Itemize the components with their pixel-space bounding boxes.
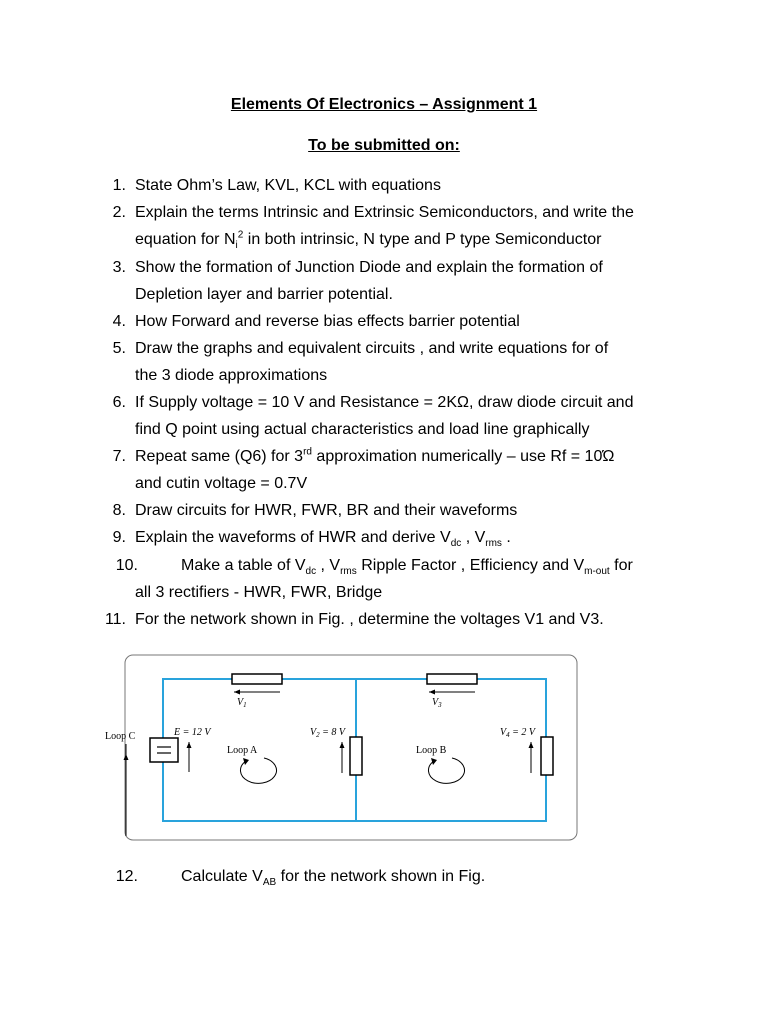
question-6-line-1: If Supply voltage = 10 V and Resistance = 2KΩ, draw diode circuit and	[135, 394, 634, 411]
question-9: Explain the waveforms of HWR and derive $V_{dc}$ , $V_{rms}$ .	[135, 529, 511, 550]
question-7-line-1: Repeat same (Q6) for 3rd approximation numerically – use Rf = 10Ώ	[135, 446, 615, 465]
question-number: 11.	[104, 611, 126, 628]
resistor-v1	[232, 674, 282, 684]
question-2-line-1: Explain the terms Intrinsic and Extrinsic Semiconductors, and write the	[135, 204, 634, 221]
loop-b-label: Loop B	[416, 745, 447, 756]
v3-label: $V_3$	[432, 697, 442, 709]
question-2-line-2: equation for $N_i^2$ in both intrinsic, N type and P type Semiconductor	[135, 229, 602, 252]
question-number: 1.	[112, 177, 126, 194]
v2-label: $V_2 = 8$ V	[310, 727, 345, 739]
question-number: 6.	[112, 394, 126, 411]
question-number: 2.	[112, 204, 126, 221]
question-10-line-1: Make a table of $V_{dc}$ , $V_{rms}$ Ripple Factor , Efficiency and $V_{m-out}$ for	[181, 557, 633, 578]
resistor-v2	[350, 737, 362, 775]
submission-date-heading: To be submitted on:	[308, 137, 460, 154]
question-3-line-2: Depletion layer and barrier potential.	[135, 286, 393, 303]
question-10-line-2: all 3 rectifiers - HWR, FWR, Bridge	[135, 584, 383, 601]
question-11: For the network shown in Fig. , determine the voltages V1 and V3.	[135, 611, 604, 628]
question-5-line-2: the 3 diode approximations	[135, 367, 328, 384]
question-5-line-1: Draw the graphs and equivalent circuits , and write equations for of	[135, 340, 609, 357]
battery-e	[150, 738, 178, 762]
v4-label: $V_4 = 2$ V	[500, 727, 535, 739]
question-8: Draw circuits for HWR, FWR, BR and their waveforms	[135, 502, 518, 519]
resistor-v4	[541, 737, 553, 775]
loop-c-label: Loop C	[105, 731, 136, 742]
question-number: 10.	[115, 557, 138, 574]
question-7-line-2: and cutin voltage = 0.7V	[135, 475, 308, 492]
v1-label: $V_1$	[237, 697, 247, 709]
question-6-line-2: find Q point using actual characteristics and load line graphically	[135, 421, 590, 438]
question-4: How Forward and reverse bias effects barrier potential	[135, 313, 520, 330]
question-3-line-1: Show the formation of Junction Diode and explain the formation of	[135, 259, 603, 276]
loop-a-label: Loop A	[227, 745, 258, 756]
question-number: 8.	[112, 502, 126, 519]
question-number: 3.	[112, 259, 126, 276]
circuit-figure	[100, 650, 582, 844]
question-number: 9.	[112, 529, 126, 546]
question-12: Calculate $V_{AB}$ for the network shown in Fig.	[181, 868, 486, 889]
resistor-v3	[427, 674, 477, 684]
question-1: State Ohm’s Law, KVL, KCL with equations	[135, 177, 441, 194]
document-title: Elements Of Electronics – Assignment 1	[230, 96, 538, 113]
question-number: 12.	[115, 868, 138, 885]
question-number: 5.	[112, 340, 126, 357]
question-number: 7.	[112, 448, 126, 465]
question-number: 4.	[112, 313, 126, 330]
e-label: E = 12 V	[174, 727, 211, 738]
